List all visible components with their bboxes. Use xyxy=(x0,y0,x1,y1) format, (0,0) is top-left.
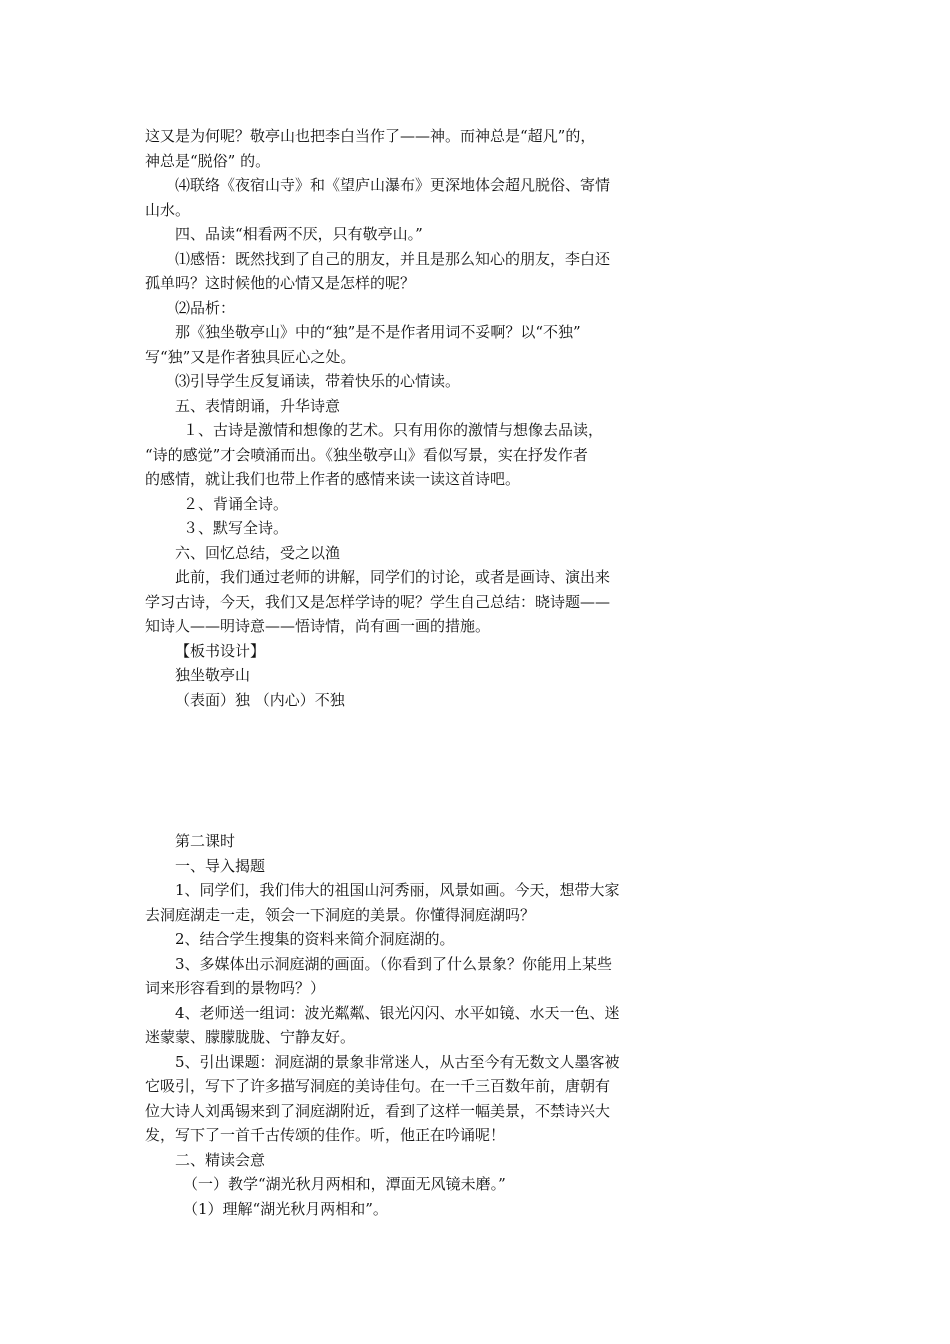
paragraph-line: ３、默写全诗。 xyxy=(183,519,289,537)
text-block-lesson-one xyxy=(145,124,685,712)
paragraph-line: ⑴感悟：既然找到了自己的朋友，并且是那么知心的朋友，李白还 xyxy=(175,249,611,268)
document-page xyxy=(145,124,685,1221)
paragraph-line: ２、背诵全诗。 xyxy=(183,494,289,513)
paragraph-line: 那《独坐敬亭山》中的“独”是不是作者用词不妥啊？以“不独” xyxy=(175,323,581,341)
paragraph-line: 它吸引，写下了许多描写洞庭的美诗佳句。在一千三百数年前，唐朝有 xyxy=(145,1077,611,1095)
paragraph-line: 词来形容看到的景物吗？） xyxy=(145,979,326,997)
paragraph-line: 六、回忆总结，受之以渔 xyxy=(175,543,341,562)
paragraph-line: “诗的感觉”才会喷涌而出。《独坐敬亭山》看似写景，实在抒发作者 xyxy=(145,445,588,464)
paragraph-line: ⑶引导学生反复诵读，带着快乐的心情读。 xyxy=(175,372,461,390)
paragraph-line: 孤单吗？这时候他的心情又是怎样的呢？ xyxy=(145,274,416,292)
paragraph-line: 神总是“脱俗” 的。 xyxy=(145,151,271,170)
text-block-lesson-two xyxy=(145,829,685,1221)
paragraph-line: 山水。 xyxy=(145,200,191,219)
paragraph-line: 迷蒙蒙、朦朦胧胧、宁静友好。 xyxy=(145,1028,356,1046)
paragraph-line: 位大诗人刘禹锡来到了洞庭湖附近，看到了这样一幅美景，不禁诗兴大 xyxy=(145,1101,611,1120)
paragraph-line: 5、引出课题：洞庭湖的景象非常迷人，从古至今有无数文人墨客被 xyxy=(175,1052,620,1071)
section-gap xyxy=(145,712,685,829)
paragraph-line: 知诗人——明诗意——悟诗情，尚有画一画的措施。 xyxy=(145,617,491,635)
paragraph-line: 这又是为何呢？敬亭山也把李白当作了——神。而神总是“超凡”的， xyxy=(145,127,596,145)
paragraph-line: 的感情，就让我们也带上作者的感情来读一读这首诗吧。 xyxy=(145,470,521,488)
paragraph-line: 写“独”又是作者独具匠心之处。 xyxy=(145,347,356,366)
paragraph-line: １、古诗是激情和想像的艺术。只有用你的激情与想像去品读， xyxy=(183,421,604,439)
paragraph-line: 2、结合学生搜集的资料来简介洞庭湖的。 xyxy=(175,930,455,948)
paragraph-line: 第二课时 xyxy=(175,832,236,850)
paragraph-line: 3、多媒体出示洞庭湖的画面。（你看到了什么景象？你能用上某些 xyxy=(175,954,613,973)
paragraph-line: 4、老师送一组词：波光粼粼、银光闪闪、水平如镜、水天一色、迷 xyxy=(175,1003,620,1022)
paragraph-line: 1、同学们，我们伟大的祖国山河秀丽，风景如画。今天，想带大家 xyxy=(175,881,620,899)
paragraph-line: （1）理解“湖光秋月两相和”。 xyxy=(183,1199,388,1218)
paragraph-line: 去洞庭湖走一走，领会一下洞庭的美景。你懂得洞庭湖吗？ xyxy=(145,905,536,924)
paragraph-line: 一、导入揭题 xyxy=(175,856,266,875)
paragraph-line: 五、表情朗诵，升华诗意 xyxy=(175,396,341,415)
paragraph-line: 此前，我们通过老师的讲解，同学们的讨论，或者是画诗、演出来 xyxy=(175,568,611,586)
paragraph-line: 发，写下了一首千古传颂的佳作。听，他正在吟诵呢！ xyxy=(145,1126,506,1144)
paragraph-line: （表面）独 （内心）不独 xyxy=(175,690,345,709)
paragraph-line: 独坐敬亭山 xyxy=(175,666,251,684)
paragraph-line: 【板书设计】 xyxy=(175,641,266,660)
paragraph-line: 学习古诗，今天，我们又是怎样学诗的呢？学生自己总结：晓诗题—— xyxy=(145,592,611,611)
paragraph-line: 二、精读会意 xyxy=(175,1150,266,1169)
paragraph-line: 四、品读“相看两不厌，只有敬亭山。” xyxy=(175,225,423,243)
paragraph-line: （一）教学“湖光秋月两相和，潭面无风镜未磨。” xyxy=(183,1175,506,1193)
paragraph-line: ⑵品析： xyxy=(175,298,236,317)
paragraph-line: ⑷联络《夜宿山寺》和《望庐山瀑布》更深地体会超凡脱俗、寄情 xyxy=(175,176,611,194)
